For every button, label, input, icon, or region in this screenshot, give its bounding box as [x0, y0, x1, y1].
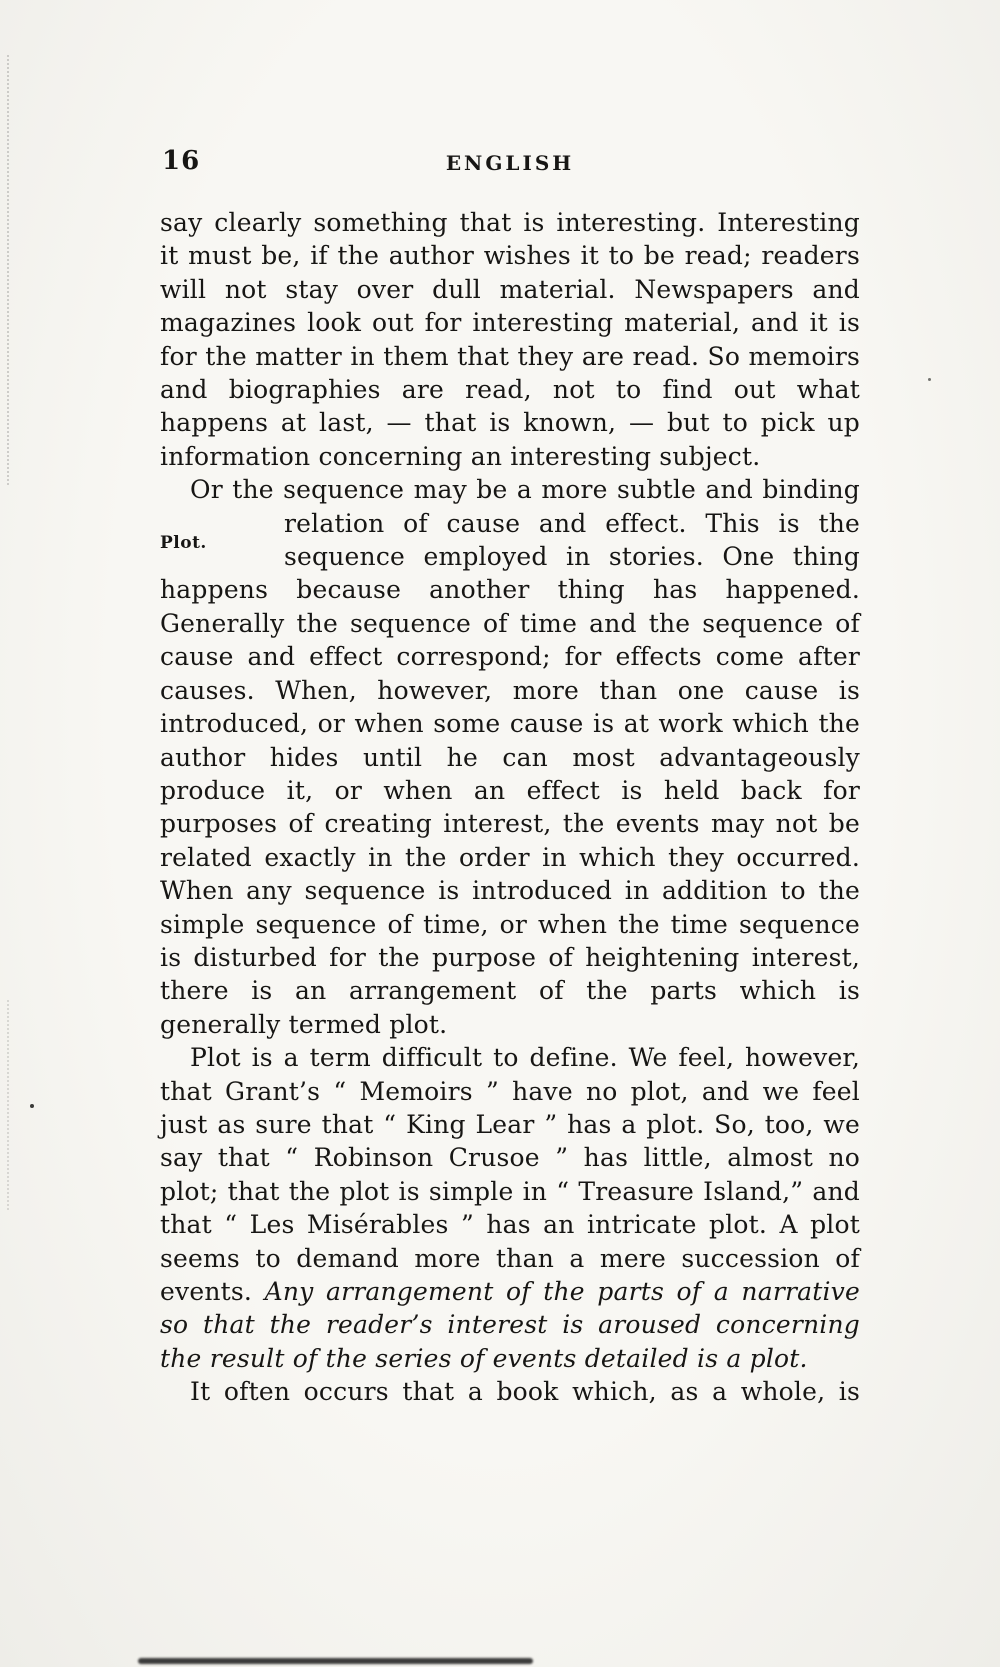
page-header — [160, 146, 860, 182]
body-text — [160, 206, 860, 1409]
scan-artifact-speck — [928, 378, 931, 381]
scan-artifact-bottom-mark — [138, 1658, 533, 1664]
paragraph-next: It often occurs that a book which, as a whole, is — [190, 1377, 860, 1407]
sidenote-plot-label: Plot. — [160, 533, 207, 554]
paragraph-plot-indented-text: relation of cause and effect. This is the sequence employed in stories. One thing — [284, 508, 860, 572]
paragraph-plot-definition — [160, 1041, 860, 1375]
scan-artifact-dotted-line-bottom — [7, 1000, 9, 1210]
running-title: ENGLISH — [445, 151, 575, 175]
paragraph-plot-rest: happens because another thing has happened. Generally the sequence of time and the sequence of cause and effect correspond; for effects come after causes. When, however, more than one cause is introduced, or when some cause is at work which the author hides until he can most advantageously produce it, or when an effect is held back for purposes of creating interest, the events may not be related exactly in the order in which they occurred. When any sequence is introduced in addition to the simple sequence of time, or when the time sequence is disturbed for the purpose of heightening interest, there is an arrangement of the parts which is generally termed plot. — [160, 575, 860, 1039]
paragraph-plot-definition-text: Plot is a term difficult to define. We feel, however, that Grant’s “ Memoirs ” have no plot, and we feel just as sure that “ King Lear ” has a plot. So, too, we say that “ Robinson Crusoe ” has little, almost no plot; that the plot is simple in “ Treasure Island,” and that “ Les Misérables ” has an intricate plot. A plot seems to demand more than a mere succession of events. — [160, 1043, 860, 1306]
scan-artifact-speck — [30, 1104, 34, 1108]
paragraph-plot-first-line: Or the sequence may be a more subtle and binding — [190, 475, 860, 505]
page-number: 16 — [162, 146, 201, 176]
text-column — [160, 146, 860, 1409]
sidenote-row — [160, 507, 860, 574]
scan-artifact-dotted-line-top — [7, 55, 9, 485]
paragraph-continuation: say clearly something that is interesting. Interesting it must be, if the author wishes it to be read; readers will not stay over dull material. Newspapers and magazines look out for interesting material, and it is for the matter in them that they are read. So memoirs and biographies are read, not to find out what happens at last, — that is known, — but to pick up information concerning an interesting subject. — [160, 208, 860, 471]
paragraph-definition-italic: Any arrangement of the parts of a narrative so that the reader’s interest is aroused concerning the result of the series of events detailed is a plot. — [160, 1277, 860, 1373]
